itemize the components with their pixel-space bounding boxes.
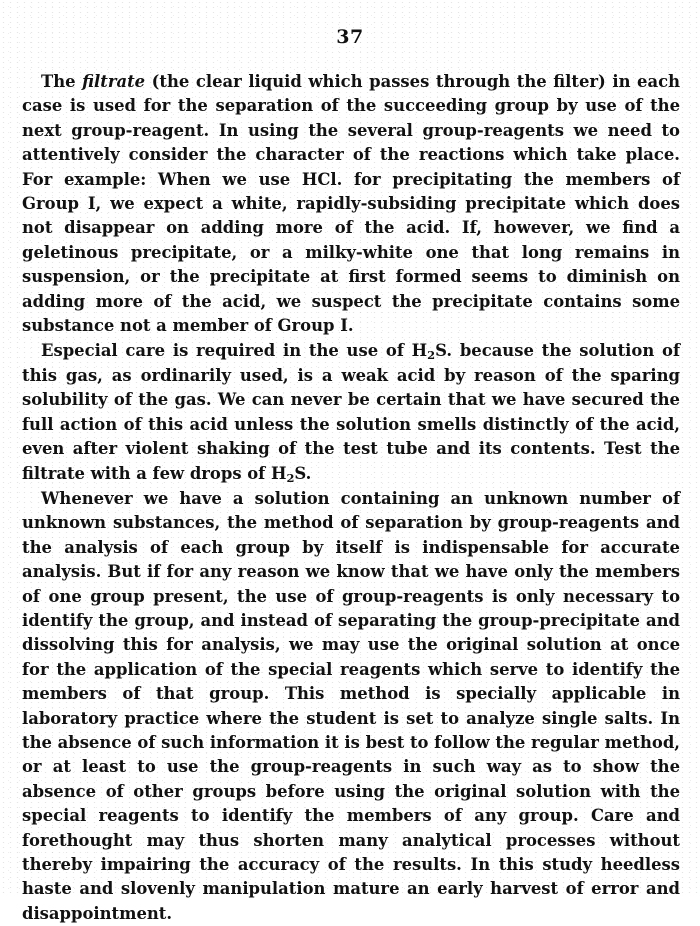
emphasized-term: filtrate [82, 72, 146, 91]
paragraph-lead: The [41, 72, 83, 91]
paragraph-text-part: Especial care is required in the use of H [41, 341, 428, 361]
paragraph-unknown-substances [22, 487, 680, 926]
paragraph-filtrate [22, 70, 680, 338]
paragraph-text: (the clear liquid which passes through the filter) in each case is used for the separation of the succeeding group by use of the next group-reagent. In using the several group-reagents we need to attentively consider the character of the reactions which take place. For example: When we use HCl. for precipitating the members of Group I, we expect a white, rapidly-subsiding precipitate which does not disappear on adding more of the acid. If, however, we find a geletinous precipitate, or a milky-white one that long remains in suspension, or the precipitate at first formed seems to diminish on adding more of the acid, we suspect the precipitate contains some substance not a member of Group I. [22, 72, 681, 336]
body-text [22, 70, 680, 926]
page-number: 37 [336, 26, 364, 48]
paragraph-text: Whenever we have a solution containing an unknown number of unknown substances, the method of separation by group-reagents and the analysis of each group by itself is indispensable for accurate analysis. But if for any reason we know that we have only the members of one group present, the use of group-reagents is only necessary to identify the group, and instead of separating the group-precipitate and dissolving this for analysis, we may use the original solution at once for the application of the special reagents which serve to identify the members of that group. This method is specially applicable in laboratory practice where the student is set to analyze single salts. In the absence of such information it is best to follow the regular method, or at least to use the group-reagents in such way as to show the absence of other groups before using the original solution with the special reagents to identify the members of any group. Care and forethought may thus shorten many analytical processes without thereby impairing the accuracy of the results. In this study heedless haste and slovenly manipulation mature an early harvest of error and disappointment. [22, 488, 680, 923]
subscript: 2 [286, 470, 295, 485]
paragraph-h2s [22, 339, 680, 485]
subscript: 2 [427, 348, 436, 363]
paragraph-text-part: S. [294, 463, 312, 483]
paragraph-text-part: S. because the solution of this gas, as ordinarily used, is a weak acid by reason of the sparing solubility of the gas. We can never be certain that we have secured the full action of this acid unless the solution smells distinctly of the acid, even after violent shaking of the test tube and its contents. Test the filtrate with a few drops of H [22, 341, 680, 483]
